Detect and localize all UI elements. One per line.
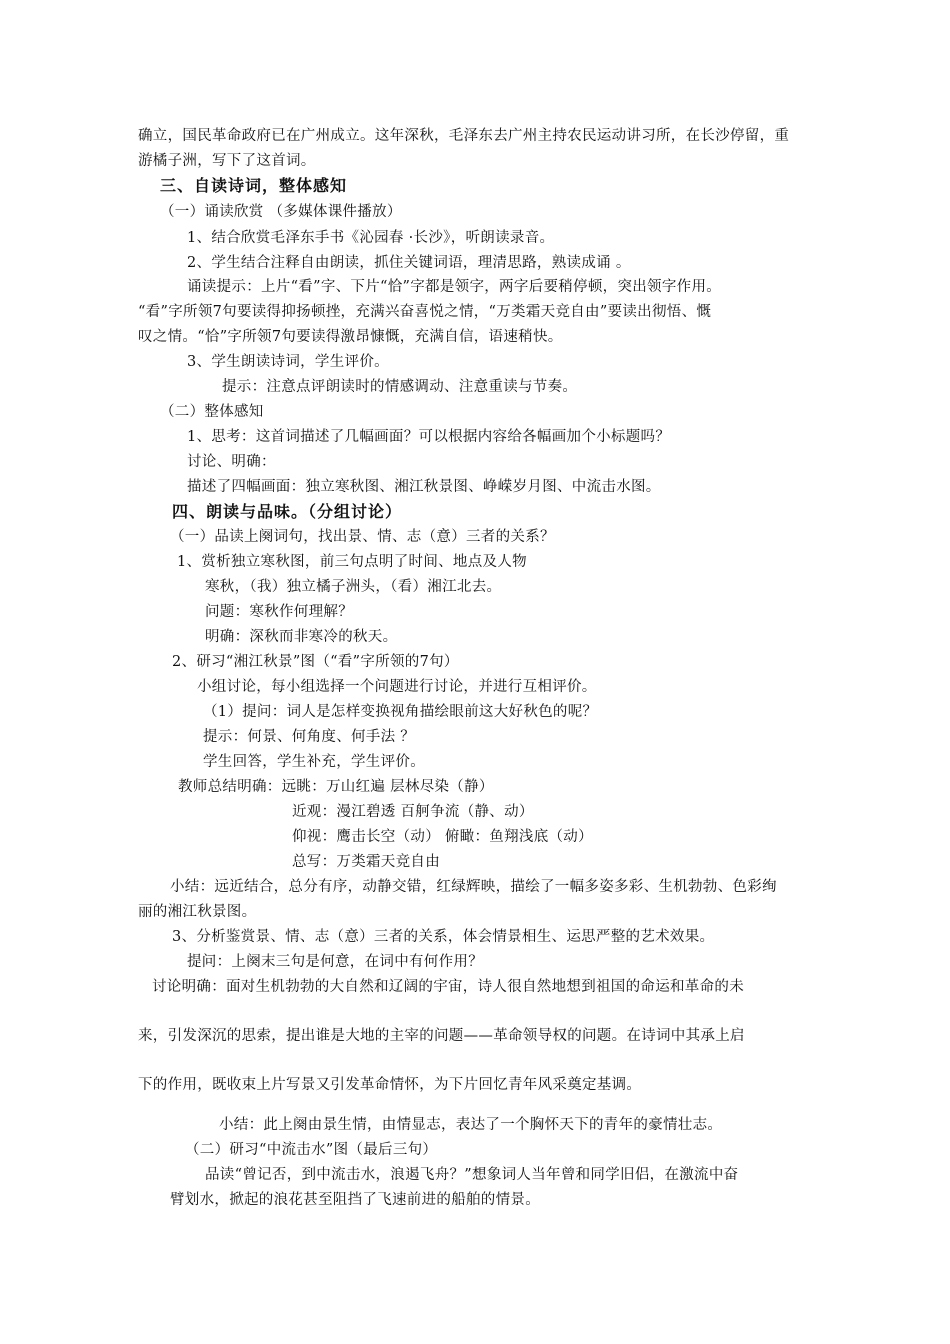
body-text-line: 近观：漫江碧透 百舸争流（静、动） <box>292 804 534 820</box>
body-text-line: “看”字所领7句要读得抑扬顿挫，充满兴奋喜悦之情，“万类霜天竞自由”要读出彻悟、慨 <box>138 304 712 320</box>
body-text-line: 2、学生结合注释自由朗读，抓住关键词语，理清思路，熟读成诵 。 <box>187 255 631 271</box>
body-text-line: 叹之情。“恰”字所领7句要读得激昂慷慨，充满自信，语速稍快。 <box>138 329 563 345</box>
body-text-line: 确立，国民革命政府已在广州成立。这年深秋，毛泽东去广州主持农民运动讲习所，在长沙停留，重 <box>138 128 790 144</box>
body-text-line: 描述了四幅画面：独立寒秋图、湘江秋景图、峥嵘岁月图、中流击水图。 <box>187 479 661 495</box>
body-text-line: 提示：何景、何角度、何手法 ？ <box>203 729 416 745</box>
body-text-line: 1、思考：这首词描述了几幅画面？可以根据内容给各幅画加个小标题吗？ <box>187 429 671 445</box>
body-text-line: 小结：远近结合，总分有序，动静交错，红绿辉映，描绘了一幅多姿多彩、生机勃勃、色彩绚 <box>170 879 777 895</box>
body-text-line: 寒秋，（我）独立橘子洲头，（看）湘江北去。 <box>205 579 502 595</box>
body-text-line: 1、结合欣赏毛泽东手书《沁园春 ·长沙》，听朗读录音。 <box>187 230 555 246</box>
body-text-line: 讨论明确：面对生机勃勃的大自然和辽阔的宇宙，诗人很自然地想到祖国的命运和革命的未 <box>152 979 744 995</box>
body-text-line: 明确：深秋而非寒冷的秋天。 <box>205 629 398 645</box>
body-text-line: 丽的湘江秋景图。 <box>138 904 257 920</box>
body-text-line: 诵读提示：上片“看”字、下片“恰”字都是领字，两字后要稍停顿，突出领字作用。 <box>187 279 722 295</box>
body-text-line: 品读“曾记否，到中流击水，浪遏飞舟？”想象词人当年曾和同学旧侣，在激流中奋 <box>205 1167 739 1183</box>
body-text-line: 来，引发深沉的思索，提出谁是大地的主宰的问题——革命领导权的问题。在诗词中其承上启 <box>138 1028 745 1044</box>
body-text-line: 学生回答，学生补充，学生评价。 <box>203 754 425 770</box>
body-text-line: 小结：此上阕由景生情，由情显志，表达了一个胸怀天下的青年的豪情壮志。 <box>219 1117 723 1133</box>
body-text-line: 讨论、明确： <box>187 454 276 470</box>
body-text-line: 3、学生朗读诗词，学生评价。 <box>187 354 389 370</box>
body-text-line: 总写：万类霜天竞自由 <box>292 854 440 870</box>
body-text-line: 1、赏析独立寒秋图，前三句点明了时间、地点及人物 <box>177 554 527 570</box>
subsection-heading: （二）整体感知 <box>160 404 264 420</box>
section-heading: 四、朗读与品味。（分组讨论） <box>172 502 403 521</box>
subsection-heading: （二）研习“中流击水”图（最后三句） <box>185 1142 438 1158</box>
body-text-line: 仰视：鹰击长空（动） 俯瞰：鱼翔浅底（动） <box>292 829 593 845</box>
subsection-heading: （一）品读上阕词句，找出景、情、志（意）三者的关系？ <box>170 529 555 545</box>
body-text-line: 2、研习“湘江秋景”图（“看”字所领的7句） <box>172 654 459 670</box>
body-text-line: 臂划水，掀起的浪花甚至阻挡了飞速前进的船舶的情景。 <box>170 1192 540 1208</box>
body-text-line: （1）提问：词人是怎样变换视角描绘眼前这大好秋色的呢？ <box>203 704 598 720</box>
section-heading: 三、自读诗词，整体感知 <box>160 176 348 195</box>
subsection-heading: （一）诵读欣赏 （多媒体课件播放） <box>160 204 402 220</box>
body-text-line: 游橘子洲，写下了这首词。 <box>138 153 316 169</box>
body-text-line: 下的作用，既收束上片写景又引发革命情怀，为下片回忆青年风采奠定基调。 <box>138 1077 642 1093</box>
body-text-line: 提示：注意点评朗读时的情感调动、注意重读与节奏。 <box>222 379 578 395</box>
body-text-line: 问题：寒秋作何理解？ <box>205 604 353 620</box>
body-text-line: 小组讨论，每小组选择一个问题进行讨论，并进行互相评价。 <box>197 679 597 695</box>
body-text-line: 教师总结明确：远眺：万山红遍 层林尽染（静） <box>178 779 494 795</box>
body-text-line: 3、分析鉴赏景、情、志（意）三者的关系，体会情景相生、运思严整的艺术效果。 <box>172 929 715 945</box>
body-text-line: 提问：上阕末三句是何意，在词中有何作用？ <box>187 954 483 970</box>
